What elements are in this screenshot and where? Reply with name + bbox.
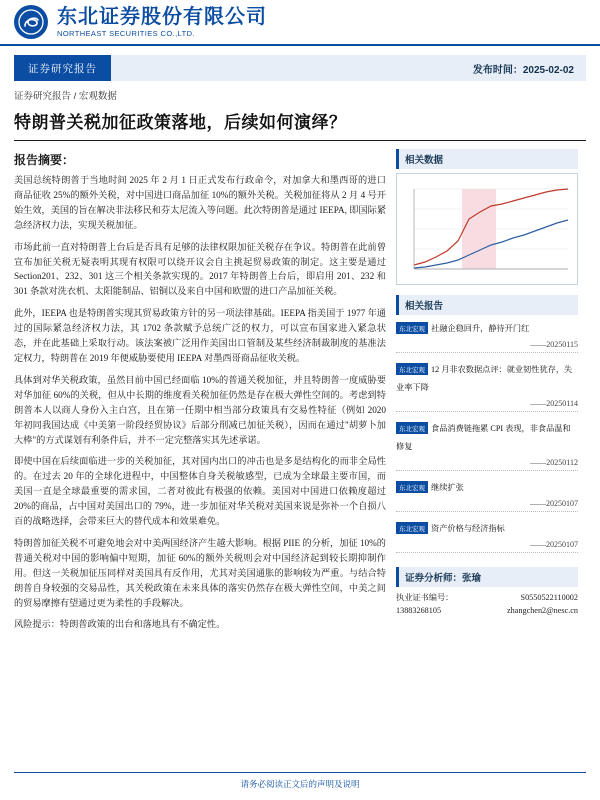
footer-disclaimer: 请务必阅读正文后的声明及说明 bbox=[14, 772, 586, 790]
company-logo-icon bbox=[14, 5, 48, 39]
publish-date: 发布时间：2025-02-02 bbox=[111, 55, 586, 81]
document-header bbox=[0, 0, 600, 46]
related-reports-heading: 相关报告 bbox=[396, 295, 578, 315]
analyst-label: 执业证书编号： bbox=[396, 593, 454, 602]
related-data-chart bbox=[396, 173, 578, 285]
paragraph: 即使中国在后续面临进一步的关税加征，其对国内出口的冲击也是多是结构化的而非全局性的。在过去 20 年的全球化进程中，中国整体自身关税敏感型，已成为全球最主要市国，而美国一直是全球最重要的需求国，二者对彼此有极强的依赖。美国对中国进口依赖度超过 20%的商品，占中国对美国出口的 79%，进一步加征对华关税对美国来说是弥补一个自损八百的战略选择，会带来巨大的替代成本和效果难免。 bbox=[14, 456, 386, 527]
summary-heading: 报告摘要： bbox=[14, 153, 75, 167]
paragraph: 特朗普加征关税不可避免地会对中美两国经济产生越大影响。根据 PIIE 的分析，加征 10%的普通关税对中国的影响偏中短期，加征 60%的额外关税则会对中国经济起到较长期抑制作用。但这一关税加征压同样对美国具有反作用，尤其对美国通胀的影响较为严重。与结合特朗普自身较强的交易品性，其关税政策在未来具体的落实仍然存在极大弹性空间，中美之间的贸易摩擦有望通过更为柔性的手段解决。 bbox=[14, 537, 386, 608]
report-date: ——20250115 bbox=[396, 340, 578, 353]
list-item[interactable] bbox=[396, 360, 578, 412]
report-date: ——20250107 bbox=[396, 499, 578, 512]
report-date: ——20250112 bbox=[396, 458, 578, 471]
analyst-heading: 证券分析师：张瑜 bbox=[396, 567, 578, 587]
paragraph: 此外，IEEPA 也是特朗普实现其贸易政策方针的另一项法律基础。IEEPA 指美国于 1977 年通过的国际紧急经济权力法，其 1702 条款赋予总统广泛的权力，可以宣布国家进入紧急状态，并在此基础上采取行动。该法案被广泛用作美国出口管制及某些经济制裁制度的基准法定权力，特朗普在 2019 年便威胁要使用 IEEPA 对墨西哥商品征收关税。 bbox=[14, 308, 386, 363]
main-column bbox=[14, 149, 386, 639]
report-date: ——20250114 bbox=[396, 399, 578, 412]
analyst-email[interactable]: zhangchen2@nesc.cn bbox=[507, 605, 578, 615]
page-title: 特朗普关税加征政策落地，后续如何演绎？ bbox=[14, 108, 586, 141]
report-tag: 东北宏观 bbox=[396, 522, 428, 534]
analyst-row bbox=[396, 592, 578, 605]
report-type-label: 证券研究报告 bbox=[14, 55, 111, 81]
report-name[interactable]: 社融企稳回升，静待开门红 bbox=[431, 323, 530, 333]
list-item[interactable] bbox=[396, 478, 578, 512]
list-item[interactable] bbox=[396, 519, 578, 553]
report-tag: 东北宏观 bbox=[396, 481, 428, 493]
company-name-cn: 东北证券股份有限公司 bbox=[57, 5, 267, 28]
report-tag: 东北宏观 bbox=[396, 322, 428, 334]
paragraph: 美国总统特朗普于当地时间 2025 年 2 月 1 日正式发布行政命令，对加拿大和墨西哥的进口商品征收 25%的额外关税，对中国进口商品加征 10%的额外关税。关税加征将从 2 月 4 号开始生效，美国的旨在解决非法移民和芬太尼流入等问题。此次特朗普是通过 IEEPA, 即国际紧急经济权力法，实现关税加征。 bbox=[14, 175, 387, 230]
related-data-heading: 相关数据 bbox=[396, 149, 578, 169]
report-name[interactable]: 继续扩张 bbox=[431, 482, 464, 492]
analyst-phone: 13883268105 bbox=[396, 605, 442, 615]
report-name[interactable]: 资产价格与经济指标 bbox=[431, 523, 505, 533]
report-tag: 东北宏观 bbox=[396, 422, 428, 434]
analyst-row bbox=[396, 605, 578, 618]
paragraph: 具体到对华关税政策，虽然目前中国已经面临 10%的普通关税加征，并且特朗普一度威胁要对华加征 60%的关税，但从中长期的维度看关税加征仍然是存在极大弹性空间的。考虑到特朗普本人以商人身份入主白宫，且在第一任期中相当部分政策具有交易性特征（例如 2020 年初同我国达成《中美第一阶段经贸协议》后部分削减已加征关税），因而在通过"胡萝卜加大棒"的方式谋划有利条件后，并不一定完整落实其先述承诺。 bbox=[14, 374, 386, 445]
list-item[interactable] bbox=[396, 419, 578, 471]
analyst-value: S0550522110002 bbox=[520, 593, 578, 602]
breadcrumb: 证券研究报告 / 宏观数据 bbox=[14, 91, 117, 102]
document-body bbox=[14, 141, 586, 639]
list-item[interactable] bbox=[396, 319, 578, 353]
side-column bbox=[396, 149, 578, 639]
report-name[interactable]: 食品消费链拖累 CPI 表现，非食品温和修复 bbox=[396, 423, 571, 451]
report-date: ——20250107 bbox=[396, 540, 578, 553]
risk-warning: 风险提示：特朗普政策的出台和落地具有不确定性。 bbox=[14, 619, 226, 630]
company-name-en: NORTHEAST SECURITIES CO.,LTD. bbox=[57, 28, 195, 38]
report-tag: 东北宏观 bbox=[396, 363, 428, 375]
report-type-bar bbox=[14, 55, 586, 81]
report-name[interactable]: 12 月非农数据点评：就业韧性犹存，失业率下降 bbox=[396, 364, 573, 392]
paragraph: 市场此前一直对特朗普上台后是否具有足够的法律权限加征关税存在争议。特朗普在此前曾宣布加征关税无疑表明其现有权限可以绕开议会自主挑起贸易政策的制定。这主要是通过 Section201、232、301 这三个相关条款实现的。2017 年特朗普上台后，即启用 201、232 和 301 条款对洗衣机、太阳能制品、铝铜以及来自中国和欧盟的进口产品加征关税。 bbox=[14, 241, 386, 297]
company-name-block bbox=[57, 7, 267, 38]
